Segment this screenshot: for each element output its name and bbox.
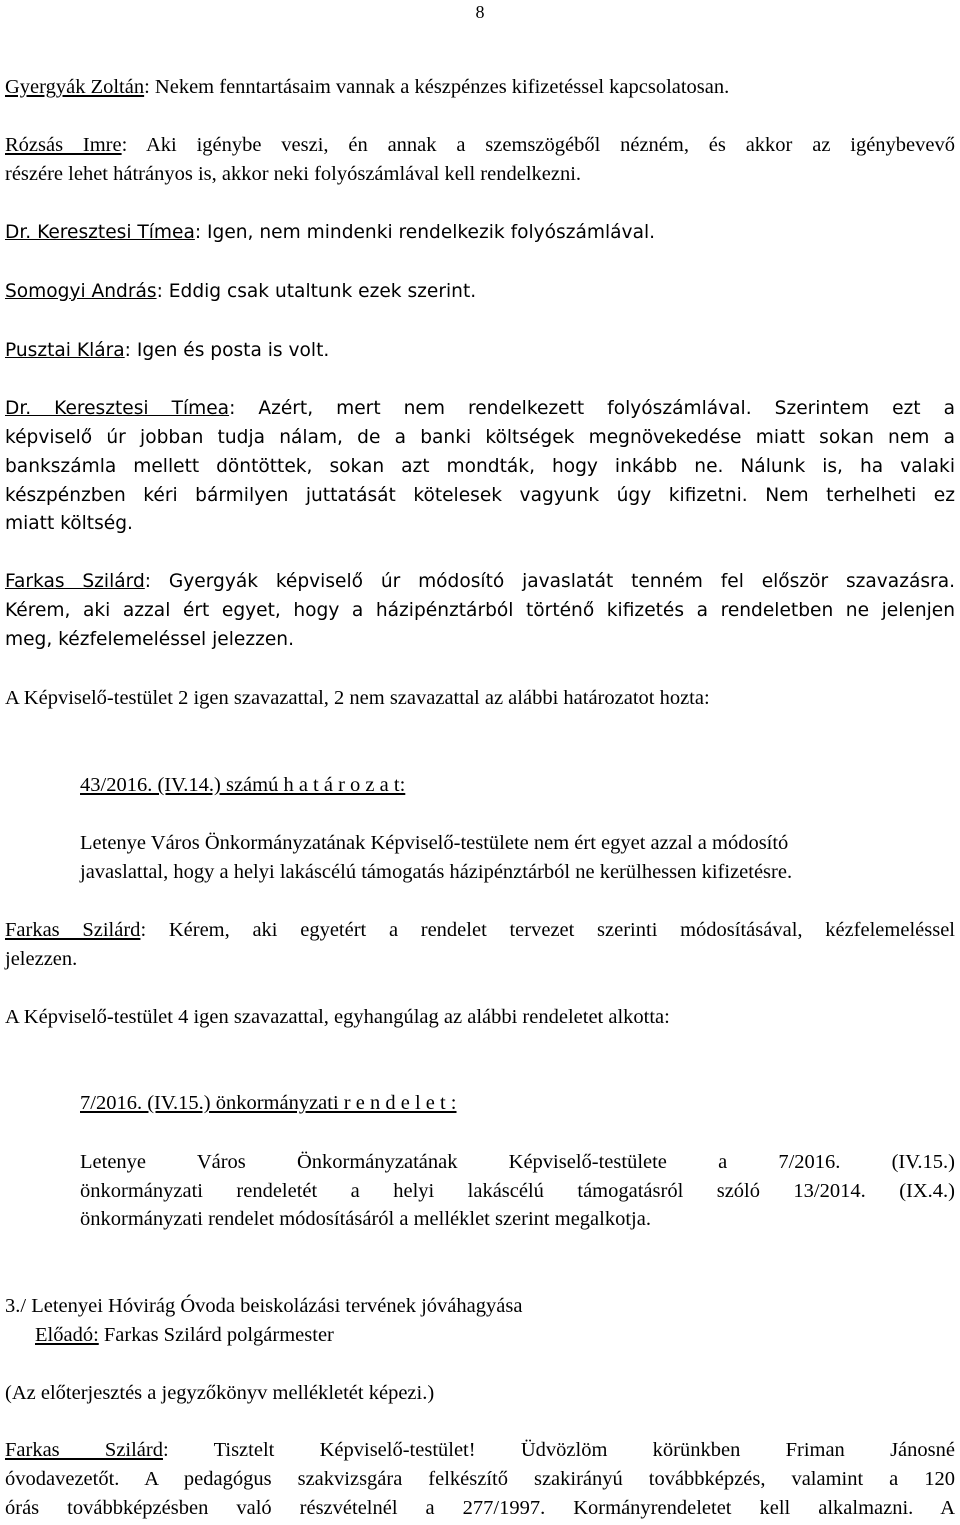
statement-keresztesi-2-line3: bankszámla mellett döntöttek, sokan azt mondták, hogy inkább ne. Nálunk is, ha valaki bbox=[5, 456, 955, 477]
statement-keresztesi-2-line4: készpénzben kéri bármilyen juttatását kötelesek vagyunk úgy kifizetni. Nem terhelheti ez bbox=[5, 485, 955, 506]
decree-line2: önkormányzati rendeletét a helyi lakáscélú támogatásról szóló 13/2014. (IX.4.) bbox=[80, 1180, 955, 1202]
statement-farkas-2-line2: jelezzen. bbox=[5, 948, 78, 970]
statement-keresztesi-2-line1 bbox=[5, 397, 955, 421]
statement-somogyi bbox=[5, 280, 476, 304]
page-number: 8 bbox=[475, 2, 485, 22]
presenter-label: Előadó: bbox=[35, 1324, 99, 1346]
decree-line1: Letenye Város Önkormányzatának Képviselő-testülete a 7/2016. (IV.15.) bbox=[80, 1151, 955, 1173]
statement-rozsas-line1 bbox=[5, 133, 955, 157]
statement-text: : Eddig csak utaltunk ezek szerint. bbox=[156, 281, 477, 302]
speaker-name: Gyergyák Zoltán bbox=[5, 76, 145, 98]
statement-pusztai bbox=[5, 339, 329, 363]
resolution-line2: javaslattal, hogy a helyi lakáscélú támogatás házipénztárból ne kerülhessen kifizetésre. bbox=[80, 861, 793, 883]
resolution-number: 43/2016. (IV.14.) számú h a t á r o z a t: bbox=[80, 774, 406, 796]
speaker-name: Dr. Keresztesi Tímea bbox=[5, 398, 230, 419]
statement-text: : Aki igénybe veszi, én annak a szemszögéből nézném, és akkor az igénybevevő bbox=[121, 134, 955, 156]
statement-keresztesi-2-line2: képviselő úr jobban tudja nálam, de a banki költségek megnövekedése miatt sokan nem a bbox=[5, 427, 955, 448]
statement-farkas-1-line2: Kérem, aki azzal ért egyet, hogy a házipénztárból történő kifizetés a rendeletben ne jelenjen bbox=[5, 600, 955, 621]
statement-text: : Tisztelt Képviselő-testület! Üdvözlöm körünkben Friman Jánosné bbox=[162, 1439, 955, 1461]
speaker-name: Rózsás Imre bbox=[5, 134, 122, 156]
statement-text: : Igen, nem mindenki rendelkezik folyószámlával. bbox=[194, 222, 656, 243]
statement-text: : Nekem fenntartásaim vannak a készpénzes kifizetéssel kapcsolatosan. bbox=[144, 76, 730, 98]
statement-text: : Azért, mert nem rendelkezett folyószámlával. Szerintem ezt a bbox=[229, 398, 955, 419]
agenda-item-3-title: 3./ Letenyei Hóvirág Óvoda beiskolázási tervének jóváhagyása bbox=[5, 1295, 523, 1317]
statement-text: : Kérem, aki egyetért a rendelet tervezet szerinti módosításával, kézfelemeléssel bbox=[140, 919, 955, 941]
speaker-name: Pusztai Klára bbox=[5, 340, 125, 361]
speaker-name: Farkas Szilárd bbox=[5, 919, 141, 941]
vote-result-1: A Képviselő-testület 2 igen szavazattal, 2 nem szavazattal az alábbi határozatot hozta: bbox=[5, 687, 710, 709]
statement-farkas-3-line2: óvodavezetőt. A pedagógus szakvizsgára felkészítő szakirányú továbbképzés, valamint a 120 bbox=[5, 1468, 955, 1490]
decree-line3: önkormányzati rendelet módosításáról a melléklet szerint megalkotja. bbox=[80, 1208, 651, 1230]
agenda-item-3-presenter bbox=[35, 1323, 334, 1347]
statement-farkas-1-line3: meg, kézfelemeléssel jelezzen. bbox=[5, 629, 294, 650]
decree-number: 7/2016. (IV.15.) önkormányzati r e n d e l e t : bbox=[80, 1092, 457, 1114]
speaker-name: Farkas Szilárd bbox=[5, 1439, 163, 1461]
resolution-line1: Letenye Város Önkormányzatának Képviselő-testülete nem ért egyet azzal a módosító bbox=[80, 832, 789, 854]
agenda-item-3-note: (Az előterjesztés a jegyzőkönyv mellékletét képezi.) bbox=[5, 1382, 435, 1404]
statement-farkas-3-line1 bbox=[5, 1438, 955, 1462]
statement-farkas-2-line1 bbox=[5, 918, 955, 942]
vote-result-2: A Képviselő-testület 4 igen szavazattal, egyhangúlag az alábbi rendeletet alkotta: bbox=[5, 1006, 670, 1028]
statement-farkas-1-line1 bbox=[5, 570, 955, 594]
statement-keresztesi-1 bbox=[5, 221, 655, 245]
statement-rozsas-line2: részére lehet hátrányos is, akkor neki folyószámlával kell rendelkezni. bbox=[5, 163, 582, 185]
speaker-name: Somogyi András bbox=[5, 281, 157, 302]
statement-farkas-3-line3: órás továbbképzésben való részvételnél a 277/1997. Kormányrendeletet kell alkalmazni. A bbox=[5, 1497, 955, 1519]
statement-text: : Gyergyák képviselő úr módosító javaslatát tenném fel először szavazásra. bbox=[144, 571, 955, 592]
statement-gyergyak bbox=[5, 75, 729, 99]
statement-text: : Igen és posta is volt. bbox=[124, 340, 330, 361]
speaker-name: Farkas Szilárd bbox=[5, 571, 145, 592]
speaker-name: Dr. Keresztesi Tímea bbox=[5, 222, 195, 243]
statement-keresztesi-2-line5: miatt költség. bbox=[5, 513, 133, 534]
presenter-name: Farkas Szilárd polgármester bbox=[98, 1324, 334, 1346]
